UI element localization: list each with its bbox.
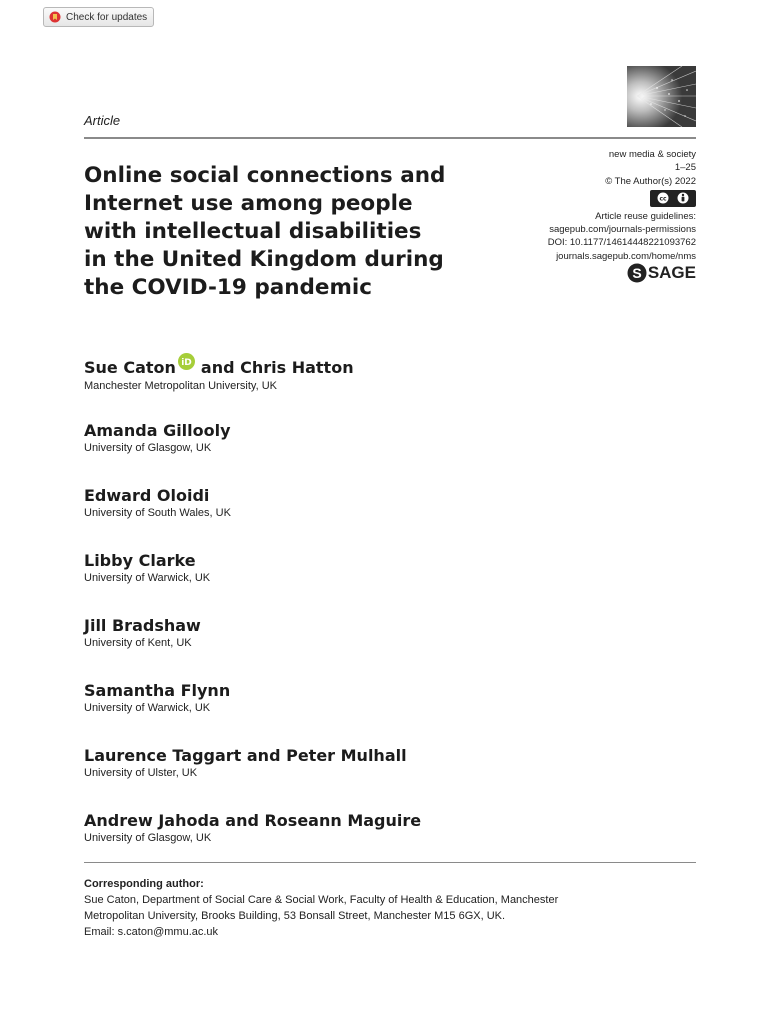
cc-by-icon[interactable]: [650, 190, 696, 207]
corresponding-author-note: [84, 876, 696, 940]
author-group: [84, 681, 696, 746]
author-group: [84, 811, 696, 876]
reuse-guidelines-label: Article reuse guidelines:: [595, 210, 696, 222]
author-group: [84, 356, 696, 421]
permissions-link[interactable]: sagepub.com/journals-permissions: [549, 224, 696, 236]
bookmark-icon: [49, 11, 61, 23]
author-group: [84, 486, 696, 551]
author-list: [84, 356, 696, 876]
journal-metadata: [548, 148, 696, 263]
author-name: Laurence Taggart and Peter Mulhall: [84, 746, 407, 765]
orcid-icon[interactable]: [178, 353, 195, 370]
check-for-updates-label: Check for updates: [66, 11, 148, 23]
sage-logo: [627, 263, 696, 283]
footnote-rule: [84, 862, 696, 863]
journal-cover-image: [627, 66, 696, 127]
header-rule: [84, 137, 696, 139]
author-affiliation: University of Ulster, UK: [84, 767, 198, 779]
author-affiliation: University of Glasgow, UK: [84, 442, 212, 454]
copyright-notice: © The Author(s) 2022: [605, 175, 696, 187]
author-name: [84, 356, 696, 379]
corresponding-author-email[interactable]: Email: s.caton@mmu.ac.uk: [84, 926, 219, 938]
svg-text:cc: cc: [659, 195, 667, 203]
author-name: Samantha Flynn: [84, 681, 231, 700]
svg-text:S: S: [632, 265, 642, 281]
author-group: [84, 616, 696, 681]
author-name: Amanda Gillooly: [84, 421, 231, 440]
author-affiliation: University of Glasgow, UK: [84, 832, 212, 844]
author-group: [84, 421, 696, 486]
author-group: [84, 746, 696, 811]
author-name: Jill Bradshaw: [84, 616, 201, 635]
author-name: Edward Oloidi: [84, 486, 210, 505]
doi-text[interactable]: DOI: 10.1177/14614448221093762: [547, 237, 696, 249]
author-affiliation: University of Warwick, UK: [84, 702, 211, 714]
author-affiliation: Manchester Metropolitan University, UK: [84, 380, 277, 392]
publisher-name: SAGE: [647, 263, 696, 282]
svg-text:iD: iD: [181, 358, 192, 368]
author-group: [84, 551, 696, 616]
author-name-rest: and Chris Hatton: [200, 357, 354, 377]
page-range: 1–25: [674, 162, 696, 174]
author-name-first: Sue Caton: [84, 357, 176, 377]
corresponding-author-address-line: Metropolitan University, Brooks Building, 53 Bonsall Street, Manchester M15 6GX, UK.: [84, 910, 506, 922]
corresponding-author-heading: Corresponding author:: [84, 878, 204, 890]
article-title: Online social connections and Internet use among people with intellectual disabilities in the United Kingdom during the COVID-19 pandemic: [84, 163, 446, 300]
corresponding-author-address-line: Sue Caton, Department of Social Care & Social Work, Faculty of Health & Education, Manchester: [84, 894, 559, 906]
author-name: Andrew Jahoda and Roseann Maguire: [84, 811, 422, 830]
article-type-label: Article: [84, 113, 121, 128]
sage-s-icon: [627, 263, 647, 283]
journal-name: new media & society: [608, 149, 696, 160]
author-affiliation: University of South Wales, UK: [84, 507, 231, 519]
author-affiliation: University of Kent, UK: [84, 637, 192, 649]
journal-homepage-link[interactable]: journals.sagepub.com/home/nms: [556, 250, 696, 262]
check-for-updates-button[interactable]: [43, 7, 154, 27]
author-affiliation: University of Warwick, UK: [84, 572, 211, 584]
author-name: Libby Clarke: [84, 551, 196, 570]
